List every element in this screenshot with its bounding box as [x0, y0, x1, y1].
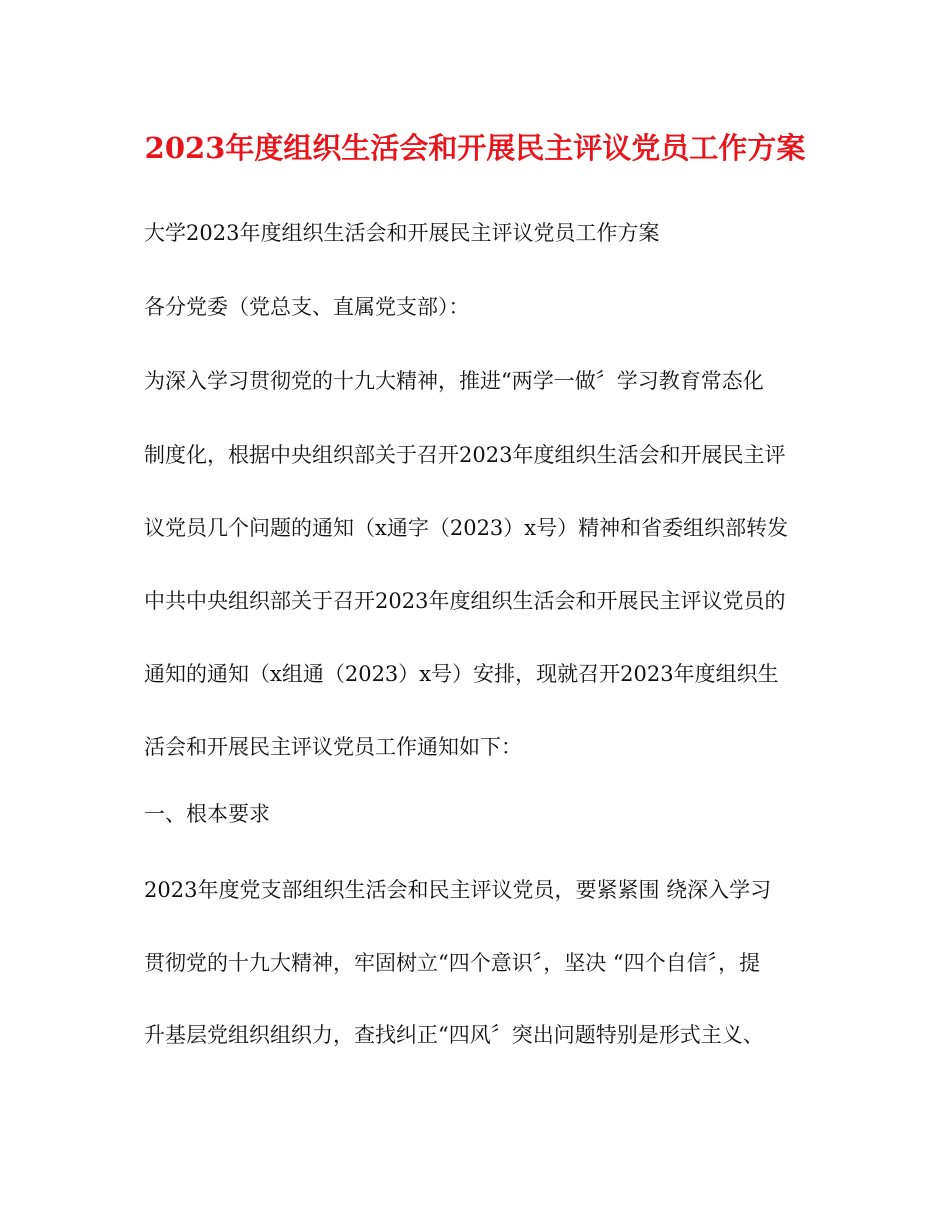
- text-line: 议党员几个问题的通知（x通字（2023）x号）精神和省委组织部转发: [144, 516, 789, 540]
- text-line: 贯彻党的十九大精神，牢固树立“四个意识〞，坚决 “四个自信〞，提: [144, 951, 761, 975]
- text-line: 2023年度党支部组织生活会和民主评议党员，要紧紧围 绕深入学习: [144, 878, 772, 902]
- section-heading: 一、根本要求: [144, 802, 270, 826]
- text-line: 各分党委（党总支、直属党支部）：: [144, 295, 470, 319]
- text-line: 活会和开展民主评议党员工作通知如下：: [144, 735, 522, 759]
- document-title: 2023年度组织生活会和开展民主评议党员工作方案: [144, 131, 806, 165]
- text-line: 通知的通知（x组通（2023）x号）安排，现就召开2023年度组织生: [144, 662, 779, 686]
- text-line: 中共中央组织部关于召开2023年度组织生活会和开展民主评议党员的: [144, 589, 786, 613]
- text-line: 制度化，根据中央组织部关于召开2023年度组织生活会和开展民主评: [144, 443, 786, 467]
- text-line: 升基层党组织组织力，查找纠正“四风〞突出问题特别是形式主义、: [144, 1023, 764, 1047]
- text-line: 大学2023年度组织生活会和开展民主评议党员工作方案: [144, 221, 660, 245]
- text-line: 为深入学习贯彻党的十九大精神，推进“两学一做〞学习教育常态化: [144, 369, 764, 393]
